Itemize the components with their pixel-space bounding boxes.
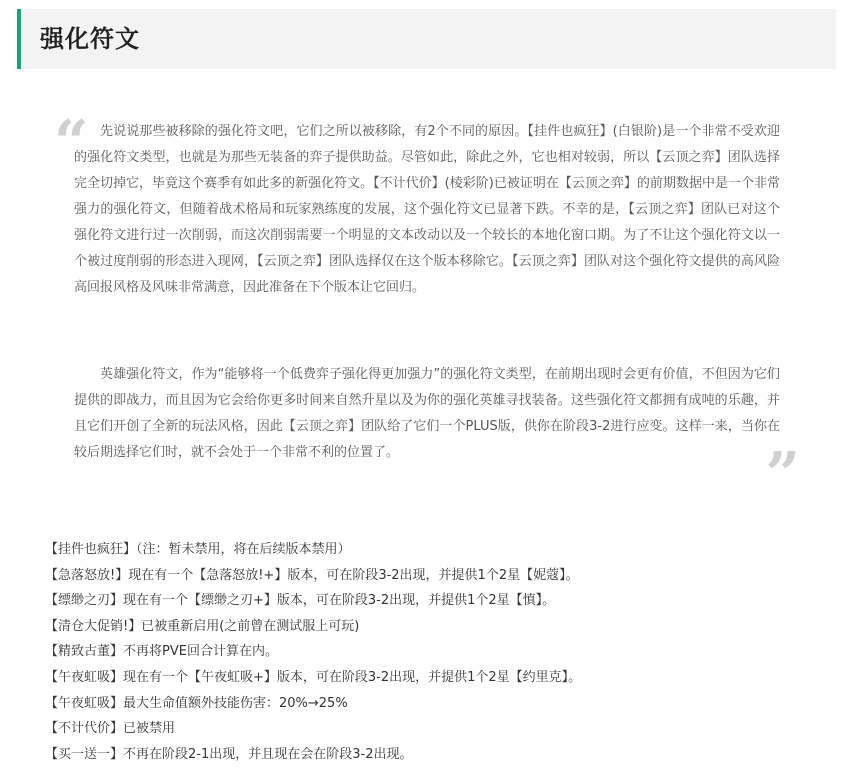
change-item: 【午夜虹吸】最大生命值额外技能伤害：20%→25% bbox=[45, 695, 348, 711]
quote-paragraph: 英雄强化符文，作为“能够将一个低费弈子强化得更加强力”的强化符文类型，在前期出现时会更有价值，不但因为它们提供的即战力，而且因为它会给你更多时间来自然升星以及为你的强化英雄寻找装备。这些强化符文都拥有成吨的乐趣，并且它们开创了全新的玩法风格，因此【云顶之弈】团队给了它们一个PLUS版，供你在阶段3-2进行应变。这样一来，当你在较后期选择它们时，就不会处于一个非常不利的位置了。 bbox=[74, 367, 780, 460]
change-item: 【缥缈之刃】现在有一个【缥缈之刃+】版本，可在阶段3-2出现，并提供1个2星【慎】。 bbox=[45, 593, 556, 609]
change-item: 【买一送一】不再在阶段2-1出现，并且现在会在阶段3-2出现。 bbox=[45, 746, 413, 762]
change-item: 【不计代价】已被禁用 bbox=[45, 721, 176, 737]
section-header bbox=[17, 9, 836, 69]
change-item: 【挂件也疯狂】（注：暂未禁用，将在后续版本禁用） bbox=[45, 542, 351, 557]
page-title: 强化符文 bbox=[40, 25, 140, 53]
change-item: 【精致古董】不再将PVE回合计算在内。 bbox=[45, 644, 278, 660]
quote-paragraph: 先说说那些被移除的强化符文吧，它们之所以被移除，有2个不同的原因。【挂件也疯狂】(白银阶)是一个非常不受欢迎的强化符文类型，也就是为那些无装备的弈子提供助益。尽管如此，除此之外，它也相对较弱，所以【云顶之弈】团队选择完全切掉它，毕竟这个赛季有如此多的新强化符文。【不计代价】(棱彩阶)已被证明在【云顶之弈】的前期数据中是一个非常强力的强化符文，但随着战术格局和玩家熟练度的发展，这个强化符文已显著下跌。不幸的是，【云顶之弈】团队已对这个强化符文进行过一次削弱，而这次削弱需要一个明显的文本改动以及一个较长的本地化窗口期。为了不让这个强化符文以一个被过度削弱的形态进入现网，【云顶之弈】团队选择仅在这个版本移除它。【云顶之弈】团队对这个强化符文提供的高风险高回报风格及风味非常满意，因此准备在下个版本让它回归。 bbox=[74, 124, 780, 295]
change-item: 【清仓大促销!】已被重新启用(之前曾在测试服上可玩) bbox=[45, 618, 360, 634]
open-quote-icon: “ bbox=[54, 108, 89, 178]
change-list bbox=[45, 537, 835, 767]
change-item: 【午夜虹吸】现在有一个【午夜虹吸+】版本，可在阶段3-2出现，并提供1个2星【约里克】。 bbox=[45, 669, 582, 685]
change-item: 【急落怒放!】现在有一个【急落怒放!+】版本，可在阶段3-2出现，并提供1个2星【妮蔻】。 bbox=[45, 567, 579, 583]
close-quote-icon: ” bbox=[765, 440, 800, 510]
blockquote bbox=[54, 108, 800, 510]
